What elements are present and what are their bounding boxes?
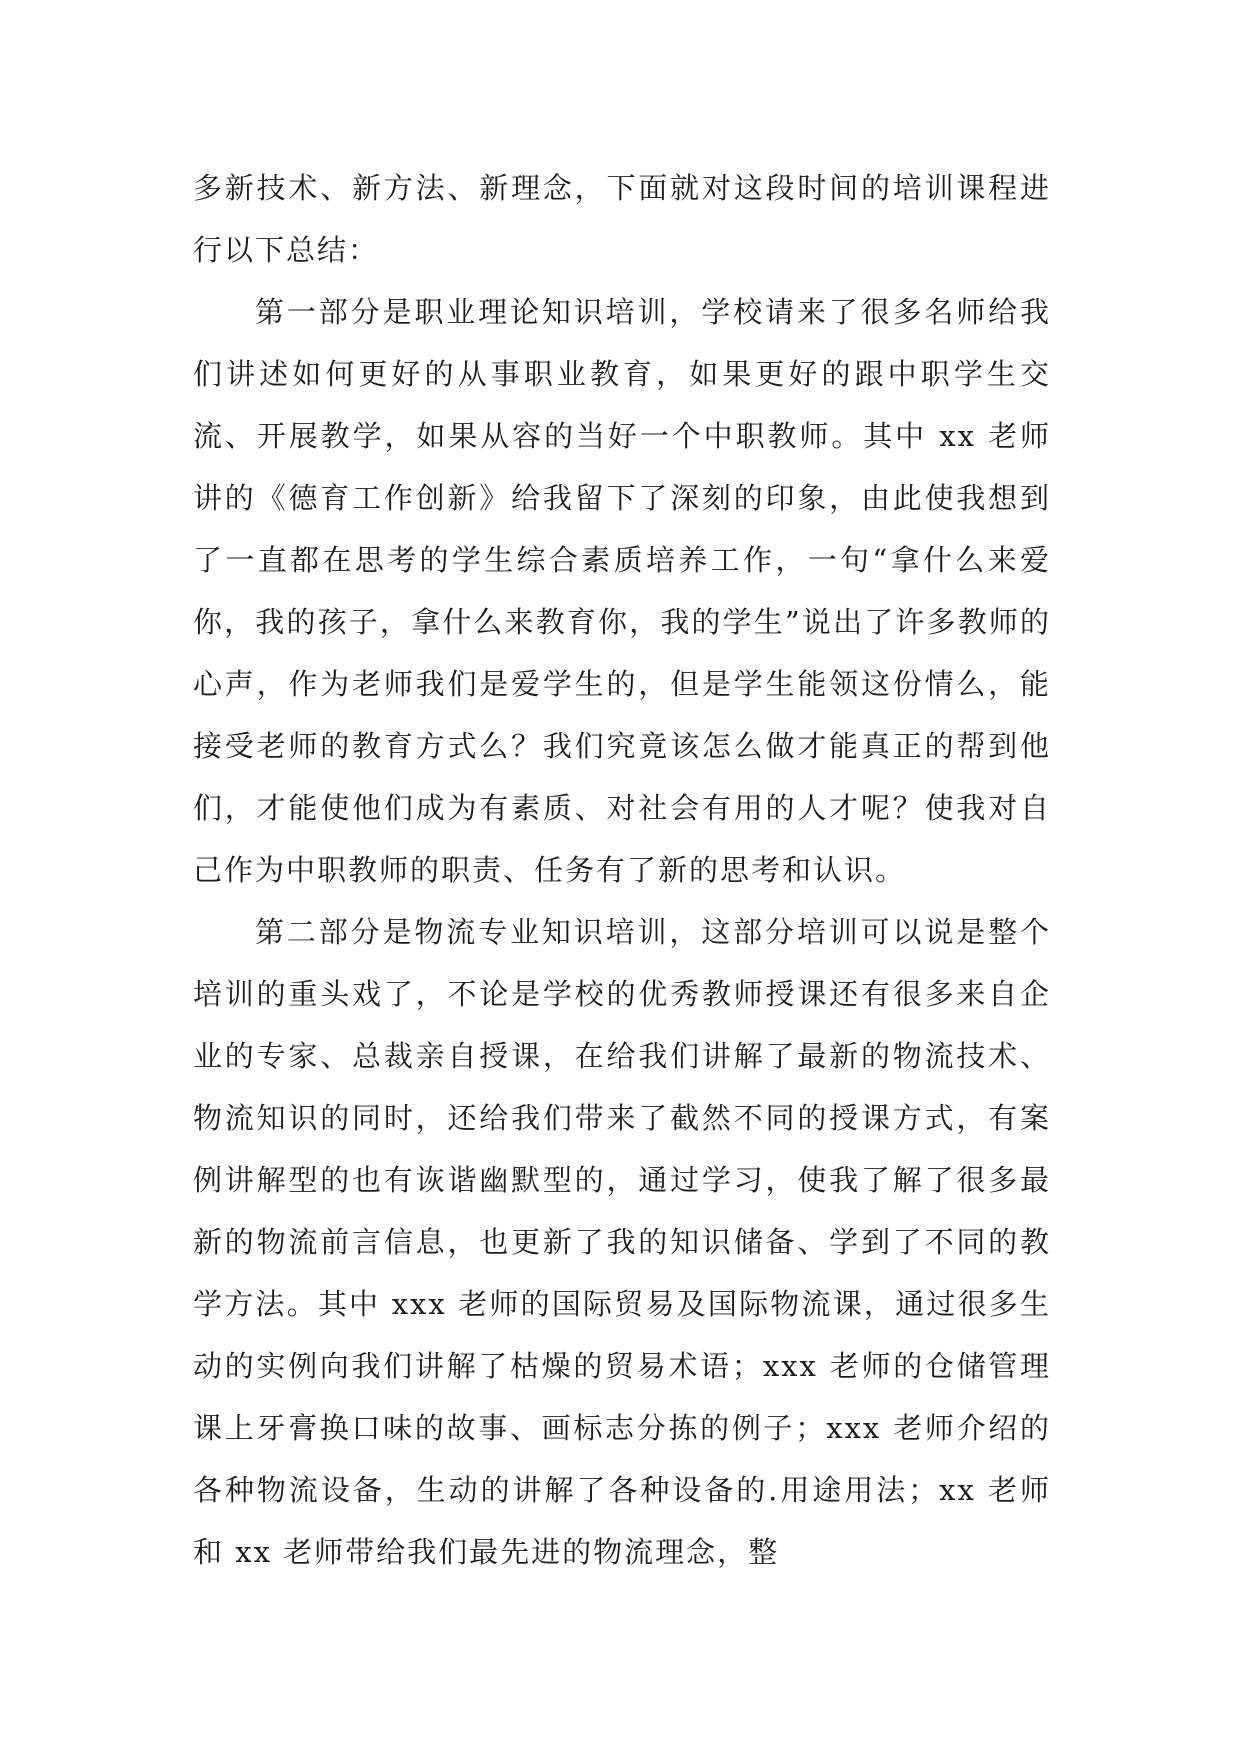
paragraph-logistics-training: 第二部分是物流专业知识培训，这部分培训可以说是整个培训的重头戏了，不论是学校的优秀教师授课还有很多来自企业的专家、总裁亲自授课，在给我们讲解了最新的物流技术、物流知识的同时，还给我们带来了截然不同的授课方式，有案例讲解型的也有诙谐幽默型的，通过学习，使我了解了很多最新的物流前言信息，也更新了我的知识储备、学到了不同的教学方法。其中 xxx 老师的国际贸易及国际物流课，通过很多生动的实例向我们讲解了枯燥的贸易术语；xxx 老师的仓储管理课上牙膏换口味的故事、画标志分拣的例子；xxx 老师介绍的各种物流设备，生动的讲解了各种设备的.用途用法；xx 老师和 xx 老师带给我们最先进的物流理念，整 (193, 915, 1051, 1569)
paragraph-vocational-theory: 第一部分是职业理论知识培训，学校请来了很多名师给我们讲述如何更好的从事职业教育，如果更好的跟中职学生交流、开展教学，如果从容的当好一个中职教师。其中 xx 老师讲的《德育工作创新》给我留下了深刻的印象，由此使我想到了一直都在思考的学生综合素质培养工作，一句“拿什么来爱你，我的孩子，拿什么来教育你，我的学生”说出了许多教师的心声，作为老师我们是爱学生的，但是学生能领这份情么，能接受老师的教育方式么？我们究竟该怎么做才能真正的帮到他们，才能使他们成为有素质、对社会有用的人才呢？使我对自己作为中职教师的职责、任务有了新的思考和认识。 (193, 295, 1051, 887)
document-body (193, 157, 1051, 1583)
paragraph-continued: 多新技术、新方法、新理念，下面就对这段时间的培训课程进行以下总结： (193, 171, 1051, 267)
